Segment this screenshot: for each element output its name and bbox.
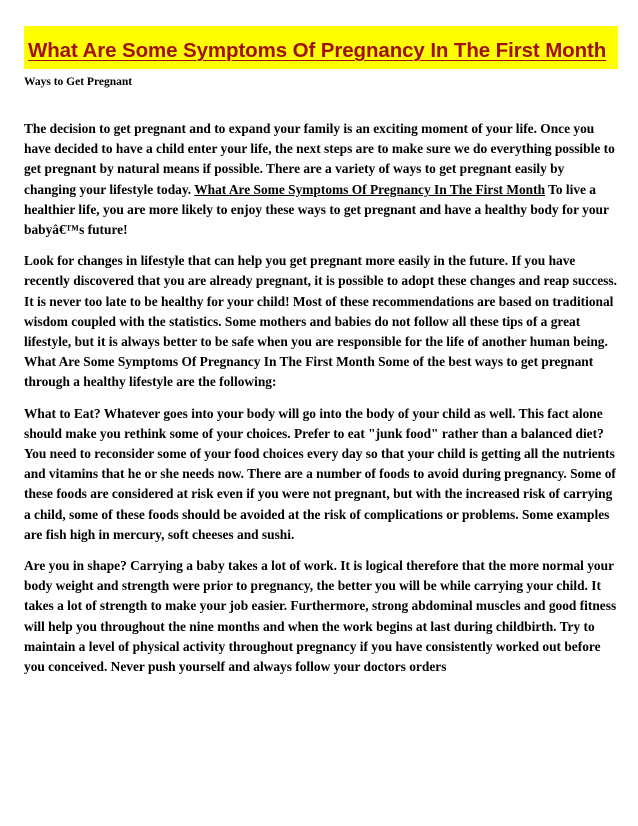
paragraph-fitness: Are you in shape? Carrying a baby takes a lot of work. It is logical therefore that the more normal your body weight and strength were prior to pregnancy, the better you will be while carrying your child. It takes a lot of strength to make your job easier. Furthermore, strong abdominal muscles and good fitness will help you throughout the nine months and when the work begins at last during childbirth. Try to maintain a level of physical activity throughout pregnancy if you have consistently worked out before you conceived. Never push yourself and always follow your doctors orders [24,558,617,675]
section-subtitle: Ways to Get Pregnant [24,76,133,88]
paragraph-lifestyle: Look for changes in lifestyle that can help you get pregnant more easily in the future. If you have recently discovered that you are already pregnant, it is possible to adopt these changes and reap success. It is never too late to be healthy for your child! Most of these recommendations are based on traditional wisdom coupled with the statistics. Some mothers and babies do not follow all these tips of a great lifestyle, but it is always better to be safe when you are responsible for the life of another human being. What Are Some Symptoms Of Pregnancy In The First Month Some of the best ways to get pregnant through a healthy lifestyle are the following: [24,253,617,390]
paragraph-intro [24,119,618,240]
document-page [24,26,618,688]
page-title: What Are Some Symptoms Of Pregnancy In The First Month [28,39,607,62]
paragraph-intro-text-after: To live a healthier life, you are more likely to enjoy these ways to get pregnant and have a healthy body for your babyâ€™s future! [24,181,609,238]
title-banner [24,26,618,69]
paragraph-what-to-eat: What to Eat? Whatever goes into your body will go into the body of your child as well. This fact alone should make you rethink some of your choices. Prefer to eat "junk food" rather than a balanced diet? You need to reconsider some of your food choices every day so that your child is getting all the nutrients and vitamins that he or she needs now. There are a number of foods to avoid during pregnancy. Some of these foods are considered at risk even if you were not pregnant, but with the increased risk of carrying a child, some of these foods should be avoided at the risk of complications or problems. Some examples are fish high in mercury, soft cheeses and sushi. [24,405,616,542]
paragraph-intro-text-before: The decision to get pregnant and to expand your family is an exciting moment of your life. Once you have decided to have a child enter your life, the next steps are to make sure we do everything possible to get pregnant by natural means if possible. There are a variety of ways to get pregnant easily by changing your lifestyle today. [24,121,615,197]
article-title-link[interactable]: What Are Some Symptoms Of Pregnancy In The First Month [194,181,546,197]
